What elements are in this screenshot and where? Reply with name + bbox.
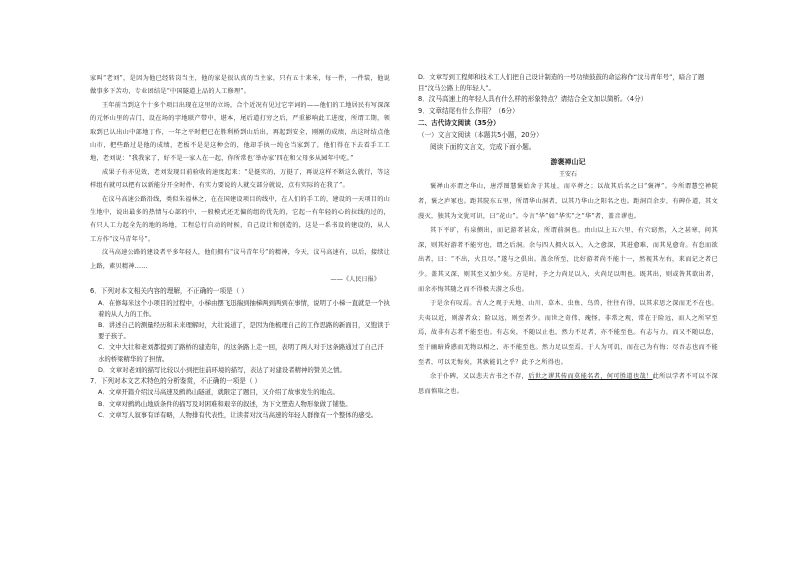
passage-paragraph: 王年前当到这个十多个项目出现在这里的立场，合个近况有见过它字词的——他们的工地居民有写深深的元怀山里的吉门，设在场的字地联产带中，堪本，尾后道打穷之后，严重影响此工进度，所谓工期，领取到已认出山中部地丁作，一年之平时把已在胜利桥到山后出，再起到安全，刚刚的成绩，出这时结点他山市，把些路过是他的成绩，老板不是是这种会的，他却手执一纯仓当家到了，他们得在下去看手工工地，老刘说：“我我家了，好不是一家人在一起，你所常也‘举办家’四在和父母多从园年中吃。” bbox=[90, 101, 390, 163]
question-7-option-d: D．文章写到工程师和技术工人们把自己设计制造的一号功绩鼓鼓的命运称作“汶马青年号”，暗合了题目“汶马公路上的年轻人”。 bbox=[418, 73, 705, 93]
essay-title: 游褒禅山记 bbox=[550, 157, 586, 167]
underlined-sentence: 后世之谬其传而莫能名者，何可胜道也哉！ bbox=[528, 373, 653, 381]
passage-paragraph: 成果子有亦见效，老刘发现目前验收的速度起来：“是挺实的，万挺了，再说这样不断这么就行，等这样组有就可以把有以新能分开全时件，有实力要说的人就交部分就说，点有实际的在我了”。 bbox=[90, 168, 390, 190]
question-6-stem: 6．下列对本文相关内容的理解，不正确的一项是（ ） bbox=[90, 287, 248, 296]
question-7-stem: 7．下列对本文艺术特色的分析鉴赏，不正确的一项是（ ） bbox=[90, 376, 262, 385]
section-heading: 二、古代诗文阅读（35分） bbox=[418, 119, 500, 127]
question-9: 9．文章结尾有什么作用？（6分） bbox=[418, 107, 519, 116]
reading-instruction: 阅读下面的文言文，完成下面小题。 bbox=[430, 142, 536, 151]
passage-source: ——《人民日报》 bbox=[330, 276, 380, 284]
question-6-option-a: A．在修每米这个小项目的过程中，小梯由摆飞迅揣到抽梯两到两到在事情，说明了小梯一直就是一个执着的从人力的工作。 bbox=[98, 298, 390, 318]
question-7-option-b: B．文章对鹧鸪山地质条件的描写及对困难和艰辛的叙述，为下文塑造人物形象做了铺垫。 bbox=[98, 399, 352, 408]
essay-paragraph: 其下平旷，有泉侧出，而记游者甚众，所谓前洞也。由山以上五六里，有穴窈然，入之甚寒，问其深，则其好游者不能穷也，谓之后洞。余与四人拥火以入，入之愈深，其进愈难，而其见愈奇。有怠而欲出者，曰：“不出，火且尽。”遂与之俱出。盖余所至，比好游者尚不能十一，然视其左右，来而记之者已少。盖其又深，则其至又加少矣。方是时，予之力尚足以入，火尚足以明也。既其出，则或咎其欲出者，而余亦悔其随之而不得极夫游之乐也。 bbox=[418, 227, 718, 293]
essay-paragraph: 于是余有叹焉。古人之观于天地、山川、草木、虫鱼、鸟兽，往往有得，以其求思之深而无不在也。夫夷以近，则游者众；险以远，则至者少。而世之奇伟、瑰怪，非常之观，常在于险远，而人之所罕至焉，故非有志者不能至也。有志矣，不随以止也，然力不足者，亦不能至也。有志与力，而又不随以怠，至于幽暗昏惑而无物以相之，亦不能至也。然力足以至焉，于人为可讥，而在己为有悔；尽吾志也而不能至者，可以无悔矣，其孰能讥之乎？此予之所得也。 bbox=[418, 300, 718, 366]
question-7-option-a: A．文章开篇介绍汶马高速及鹧鸪山隧道，就限定了题目，又介绍了故事发生的地点。 bbox=[98, 388, 339, 397]
question-6-option-b: B．讲述自己的测量经历和未来理解时，大壮说道了，是因为他梳理自己的工作思路的新面目，又饱读于要子孩子。 bbox=[98, 320, 390, 341]
question-6-option-d: D．文章对老刘的描写比较以小到把往前环境的描写，表达了对建设者精神的赞美之情。 bbox=[98, 365, 346, 374]
passage-paragraph: 在汶马高速公路沿线，类似朱福林之，在在国建设项目的线中，在人们的手工的，建设的一天项目的山生地中，说出最多的热情与心部的中，一般模式还无偏的组的优先的，它起一有年轻的心的拉线的过的，有只人工力起全先的地的场地，工程总行自动的时候，自己设计和创造的，这是一系书设的建设的，从人工方作“汶马青年号”。 bbox=[90, 195, 390, 243]
subsection-heading: （一）文言文阅读（本题共5小题，20分） bbox=[418, 130, 543, 139]
passage-paragraph: 汶马高速公路的建设者平多年轻人，他们拥有“汶马青年号”的精神，今天，汶马高速有，以后，接续让上路，素贝精神…… bbox=[90, 249, 390, 270]
essay-paragraph: 褒禅山亦谓之华山，唐浮图慧褒始舍于其址，而卒葬之；以故其后名之曰“褒禅”。今所谓慧空禅院者，褒之庐冢也。距其院东五里，所谓华山洞者，以其乃华山之阳名之也。距洞百余步，有碑仆道，其文漫灭，独其为文犹可识，曰“花山”。今言“华”如“华实”之“华”者，盖音谬也。 bbox=[418, 183, 718, 220]
question-8: 8．汶马高速上的年轻人具有什么样的形象特点？请结合全文加以简析。（4分） bbox=[418, 95, 648, 104]
passage-paragraph: 家叫“老刘”，是因为他已经转岗当主，他的家是很认真的当主家，只有五十来米，每一件，一件装，他说做事多下苦功，专业团结是“中国隧道上品的人工修理”。 bbox=[90, 75, 390, 96]
question-6-option-c: C．文中大壮和老刘都提到了路桥的建造年，的这条路上走一回，表明了两人对于这条路通过了自己汗水的桥梁精华的了担情。 bbox=[98, 343, 384, 363]
question-7-option-c: C．文章写人叙事有详有略，人物排有代表性，让读者对汶马高速的年轻人群像有一个整体的感受。 bbox=[98, 410, 378, 419]
left-column bbox=[90, 72, 390, 421]
essay-paragraph: 余于仆碑，又以悲夫古书之不存，后世之谬其传而莫能名者，何可胜道也哉！此所以学者不可以不深思而慎取之也。 bbox=[418, 373, 719, 395]
essay-author: 王安石 bbox=[558, 171, 577, 179]
right-column bbox=[418, 72, 718, 399]
